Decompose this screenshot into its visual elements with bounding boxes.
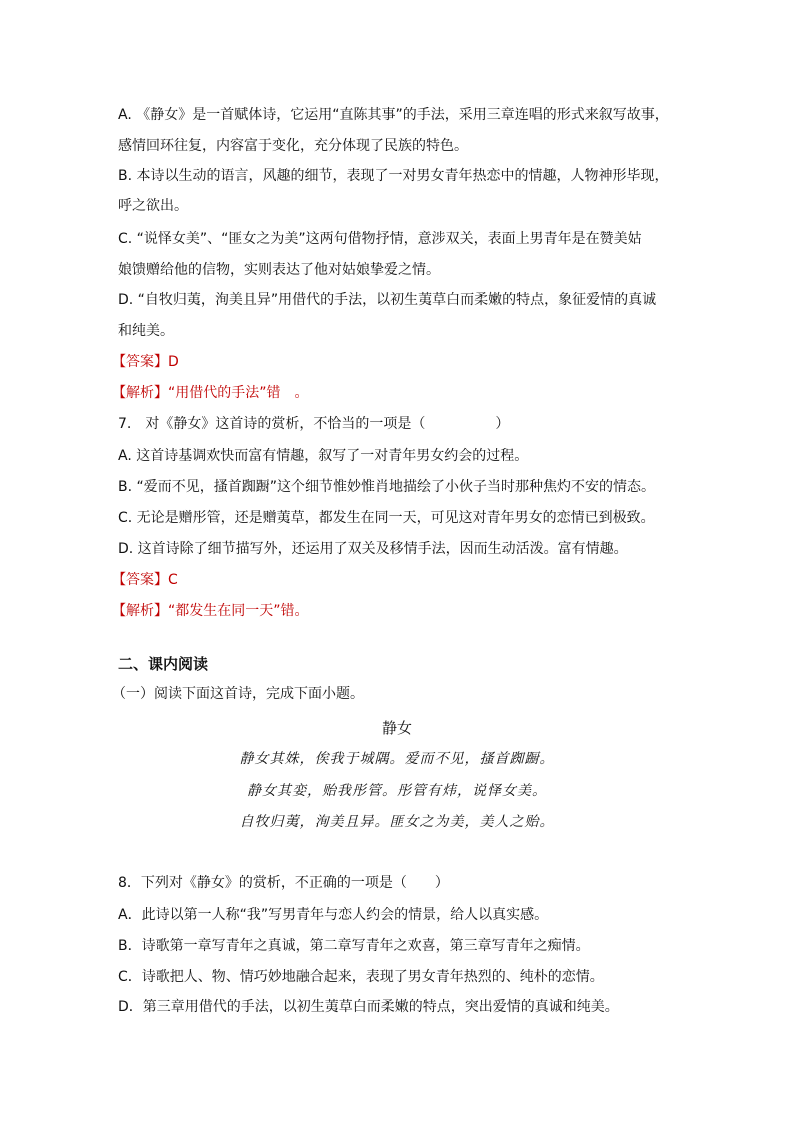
q6-analysis bbox=[112, 383, 309, 403]
q7-option-c: C. 无论是赠彤管，还是赠荑草，都发生在同一天，可见这对青年男女的恋情已到极致。 bbox=[118, 510, 655, 526]
q8-option-d: D．第三章用借代的手法，以初生荑草白而柔嫩的特点，突出爱情的真诚和纯美。 bbox=[118, 999, 619, 1015]
q6-option-a-line1: A. 《静女》是一首赋体诗，它运用“直陈其事”的手法，采用三章连唱的形式来叙写故事， bbox=[118, 107, 669, 123]
analysis-label: 【解析】 bbox=[112, 385, 168, 401]
q8-option-b: B．诗歌第一章写青年之真诚，第二章写青年之欢喜，第三章写青年之痴情。 bbox=[118, 938, 590, 954]
section-title: 二、课内阅读 bbox=[118, 655, 209, 673]
poem-title: 静女 bbox=[381, 719, 412, 737]
q6-option-d-line2: 和纯美。 bbox=[118, 323, 174, 339]
q8-stem: 8．下列对《静女》的赏析，不正确的一项是（ ） bbox=[118, 875, 449, 891]
answer-label: 【答案】 bbox=[112, 572, 168, 588]
q6-option-c-line2: 娘馈赠给他的信物，实则表达了他对姑娘挚爱之情。 bbox=[118, 262, 440, 278]
analysis-text: “用借代的手法”错 。 bbox=[168, 385, 309, 401]
q7-analysis bbox=[112, 601, 309, 621]
q6-option-d-line1: D. “自牧归荑，洵美且异”用借代的手法，以初生荑草白而柔嫩的特点，象征爱情的真诚 bbox=[118, 292, 657, 308]
q7-option-a: A. 这首诗基调欢快而富有情趣，叙写了一对青年男女约会的过程。 bbox=[118, 448, 529, 464]
answer-value: C bbox=[168, 572, 178, 588]
q6-answer bbox=[112, 352, 179, 372]
q7-answer bbox=[112, 570, 178, 590]
q6-option-a-line2: 感情回环往复，内容富于变化，充分体现了民族的特色。 bbox=[118, 138, 468, 154]
section-subtitle: （一）阅读下面这首诗，完成下面小题。 bbox=[112, 686, 364, 702]
q6-option-c-line1: C. “说怿女美”、“匪女之为美”这两句借物抒情，意涉双关，表面上男青年是在赞美姑 bbox=[118, 231, 642, 247]
q7-option-d: D. 这首诗除了细节描写外，还运用了双关及移情手法，因而生动活泼。富有情趣。 bbox=[118, 541, 628, 557]
poem-line-1: 静女其姝，俟我于城隅。爱而不见，搔首踟蹰。 bbox=[239, 751, 555, 767]
analysis-text: “都发生在同一天”错。 bbox=[168, 603, 309, 619]
q8-option-c: C．诗歌把人、物、情巧妙地融合起来，表现了男女青年热烈的、纯朴的恋情。 bbox=[118, 969, 604, 985]
poem-line-2: 静女其娈，贻我彤管。彤管有炜，说怿女美。 bbox=[247, 783, 547, 799]
q8-option-a: A．此诗以第一人称“我”写男青年与恋人约会的情景，给人以真实感。 bbox=[118, 907, 549, 923]
q7-stem: 7. 对《静女》这首诗的赏析，不恰当的一项是（ ） bbox=[118, 416, 510, 432]
q6-option-b-line2: 呼之欲出。 bbox=[118, 198, 188, 214]
q7-option-b: B. “爱而不见，搔首踟蹰”这个细节惟妙惟肖地描绘了小伙子当时那种焦灼不安的情态。 bbox=[118, 479, 656, 495]
q6-option-b-line1: B. 本诗以生动的语言，风趣的细节，表现了一对男女青年热恋中的情趣，人物神形毕现， bbox=[118, 168, 669, 184]
answer-value: D bbox=[168, 354, 179, 370]
poem-line-3: 自牧归荑，洵美且异。匪女之为美，美人之贻。 bbox=[239, 814, 555, 830]
answer-label: 【答案】 bbox=[112, 354, 168, 370]
analysis-label: 【解析】 bbox=[112, 603, 168, 619]
